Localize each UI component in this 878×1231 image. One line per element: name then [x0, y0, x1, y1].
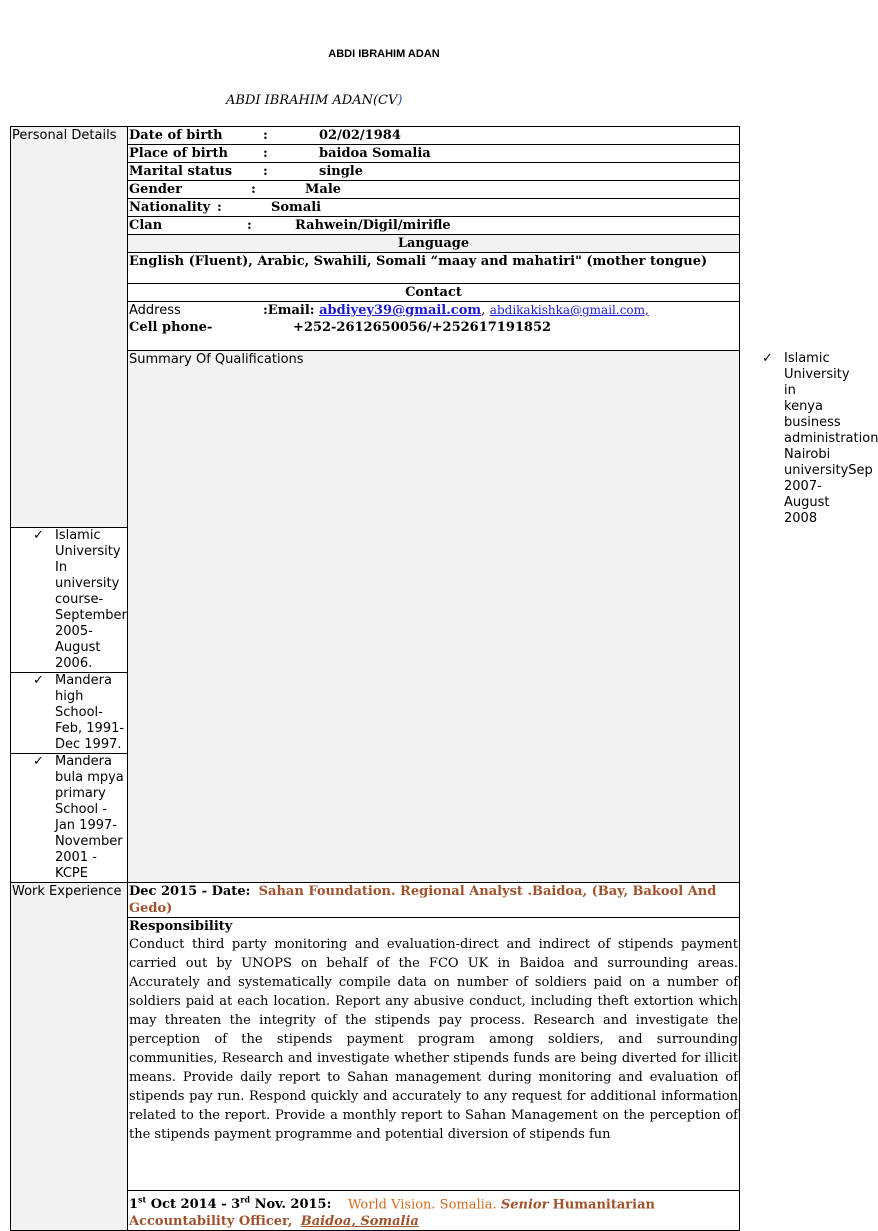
- job2-date-suffix2: rd: [240, 1195, 251, 1205]
- job2-date-part2: Oct 2014 - 3: [146, 1197, 241, 1213]
- sep-pob: :: [263, 146, 268, 161]
- job1-responsibility: [128, 918, 740, 1191]
- value-marital: single: [319, 164, 364, 179]
- label-gender: Gender: [129, 182, 183, 197]
- value-pob: baidoa Somalia: [319, 146, 431, 161]
- qualification-text: Islamic University In university course- September 2005- August 2006.: [55, 528, 127, 671]
- label-clan: Clan: [129, 218, 163, 233]
- section-label-personal: Personal Details: [11, 127, 128, 528]
- qualification-item: [11, 673, 128, 754]
- sep-marital: :: [263, 164, 268, 179]
- check-icon: ✓: [33, 754, 44, 769]
- section-label-work: Work Experience: [11, 883, 128, 1231]
- sep-dob: :: [263, 128, 268, 143]
- check-icon: ✓: [33, 673, 44, 688]
- sep-gender: :: [251, 182, 256, 197]
- cell-value: +252-2612650056/+252617191852: [293, 320, 552, 335]
- cv-title-text: ABDI IBRAHIM ADAN(CV: [226, 93, 398, 108]
- email-separator: ,: [481, 303, 486, 318]
- row-place-of-birth: [128, 145, 740, 163]
- job2-header: [128, 1191, 740, 1231]
- sep-nationality: :: [217, 200, 222, 215]
- row-marital-status: [128, 163, 740, 181]
- label-dob: Date of birth: [129, 128, 223, 143]
- job2-dates: [129, 1197, 331, 1212]
- email-link-secondary[interactable]: abdikakishka@gmail.com,: [489, 303, 649, 317]
- value-gender: Male: [305, 182, 342, 197]
- value-nationality: Somali: [271, 200, 322, 215]
- value-dob: 02/02/1984: [319, 128, 401, 143]
- cv-title-paren: ): [397, 93, 403, 108]
- qualification-text: Mandera bula mpya primary School - Jan 1997- November 2001 - KCPE: [55, 754, 124, 881]
- qualification-item: [11, 528, 128, 673]
- job2-role: Humanitarian Accountability Officer,: [129, 1197, 655, 1230]
- label-nationality: Nationality: [129, 200, 211, 215]
- contact-details: [128, 302, 740, 351]
- job2-date-day1: 1: [129, 1197, 139, 1213]
- check-icon: ✓: [33, 528, 44, 543]
- cv-title: [226, 93, 402, 108]
- cv-table: Personal Details Date of birth : 02/02/1984 Place of birth : baidoa Somalia Marital status : single Gender : Male Nationality : Somali Clan : Rahwein/Digil/mirifle Language English (Fluent), Arabic, Swahili, Somali “maay and mahatiri" (mother tongue) Contact Address :Email: abdiyey39@gmail.com, abdikakishka@gmail.com, Cell phone- +252-2612650056/+252617191852 Summary Of Qualifications ✓ Islamic University in kenya business administration Nairobi universitySep 2007- August 2008 ✓ Islamic University In university course- September 2005- August 2006. ✓ Mandera high School- Feb, 1991- Dec 1997. ✓ Mandera bula mpya primary School - Jan 1997- November 2001 - KCPE Work Experience Dec 2015 - Date: Sahan Foundation. Regional Analyst .Baidoa, (Bay, Bakool And Gedo) Responsibility Conduct third party monitoring and evaluation-direct and indirect of stipends payment carried out by UNOPS on behalf of the FCO UK in Baidoa and surrounding areas. Accurately and systematically compile data on number of soldiers paid on a number of soldiers paid at each location. Report any abusive conduct, including theft extortion which may threaten the integrity of the stipends pay process. Research and investigate the perception of the stipends payment program among soldiers, and surrounding communities, Research and investigate whether stipends funds are being diverted for illicit means. Provide daily report to Sahan management during monitoring and evaluation of stipends pay run. Respond quickly and accurately to any request for additional information related to the report. Provide a monthly report to Sahan Management on the perception of the stipends payment programme and potential diversion of stipends fun 1st Oct 2014 - 3rd Nov. 2015: World Vision. Somalia. Senior Humanitarian Accountability Officer, Baidoa, Somalia: [12, 128, 878, 1230]
- qualification-text: Mandera high School- Feb, 1991- Dec 1997.: [55, 673, 125, 752]
- language-heading: Language: [128, 235, 740, 253]
- row-nationality: [128, 199, 740, 217]
- job2-organization: World Vision. Somalia.: [347, 1197, 497, 1213]
- job1-dates: Dec 2015 - Date:: [129, 884, 251, 899]
- check-icon: ✓: [762, 351, 773, 366]
- responsibility-heading: Responsibility: [129, 919, 233, 934]
- email-link-primary[interactable]: abdiyey39@gmail.com: [319, 303, 482, 318]
- sep-clan: :: [247, 218, 252, 233]
- value-clan: Rahwein/Digil/mirifle: [295, 218, 451, 233]
- label-marital: Marital status: [129, 164, 233, 179]
- address-label: Address: [129, 303, 181, 318]
- job2-date-part3: Nov. 2015:: [250, 1197, 332, 1213]
- document-header: ABDI IBRAHIM ADAN: [328, 48, 440, 60]
- job2-role-emphasis: Senior: [500, 1197, 549, 1213]
- job1-organization: Sahan Foundation. Regional Analyst .Baidoa, (Bay, Bakool And Gedo): [129, 884, 717, 916]
- languages-list: English (Fluent), Arabic, Swahili, Somali “maay and mahatiri" (mother tongue): [128, 253, 740, 284]
- row-gender: [128, 181, 740, 199]
- email-label: :Email:: [263, 303, 315, 318]
- job2-location: Baidoa, Somalia: [300, 1214, 419, 1230]
- row-date-of-birth: [128, 127, 740, 145]
- contact-heading: Contact: [128, 284, 740, 302]
- responsibility-text: Conduct third party monitoring and evaluation-direct and indirect of stipends payment carried out by UNOPS on behalf of the FCO UK in Baidoa and surrounding areas. Accurately and systematically compile data on number of soldiers paid on a number of soldiers paid at each location. Report any abusive conduct, including theft extortion which may threaten the integrity of the stipends pay process. Research and investigate the perception of the stipends payment program among soldiers, and surrounding communities, Research and investigate whether stipends funds are being diverted for illicit means. Provide daily report to Sahan management during monitoring and evaluation of stipends pay run. Respond quickly and accurately to any request for additional information related to the report. Provide a monthly report to Sahan Management on the perception of the stipends payment programme and potential diversion of stipends fun: [129, 937, 738, 1142]
- qualification-item: [11, 754, 128, 883]
- row-clan: [128, 217, 740, 235]
- job1-header: [128, 883, 740, 918]
- cell-label: Cell phone-: [129, 320, 213, 335]
- job2-date-suffix1: st: [138, 1195, 147, 1205]
- section-label-qualifications: Summary Of Qualifications: [128, 351, 740, 883]
- label-pob: Place of birth: [129, 146, 228, 161]
